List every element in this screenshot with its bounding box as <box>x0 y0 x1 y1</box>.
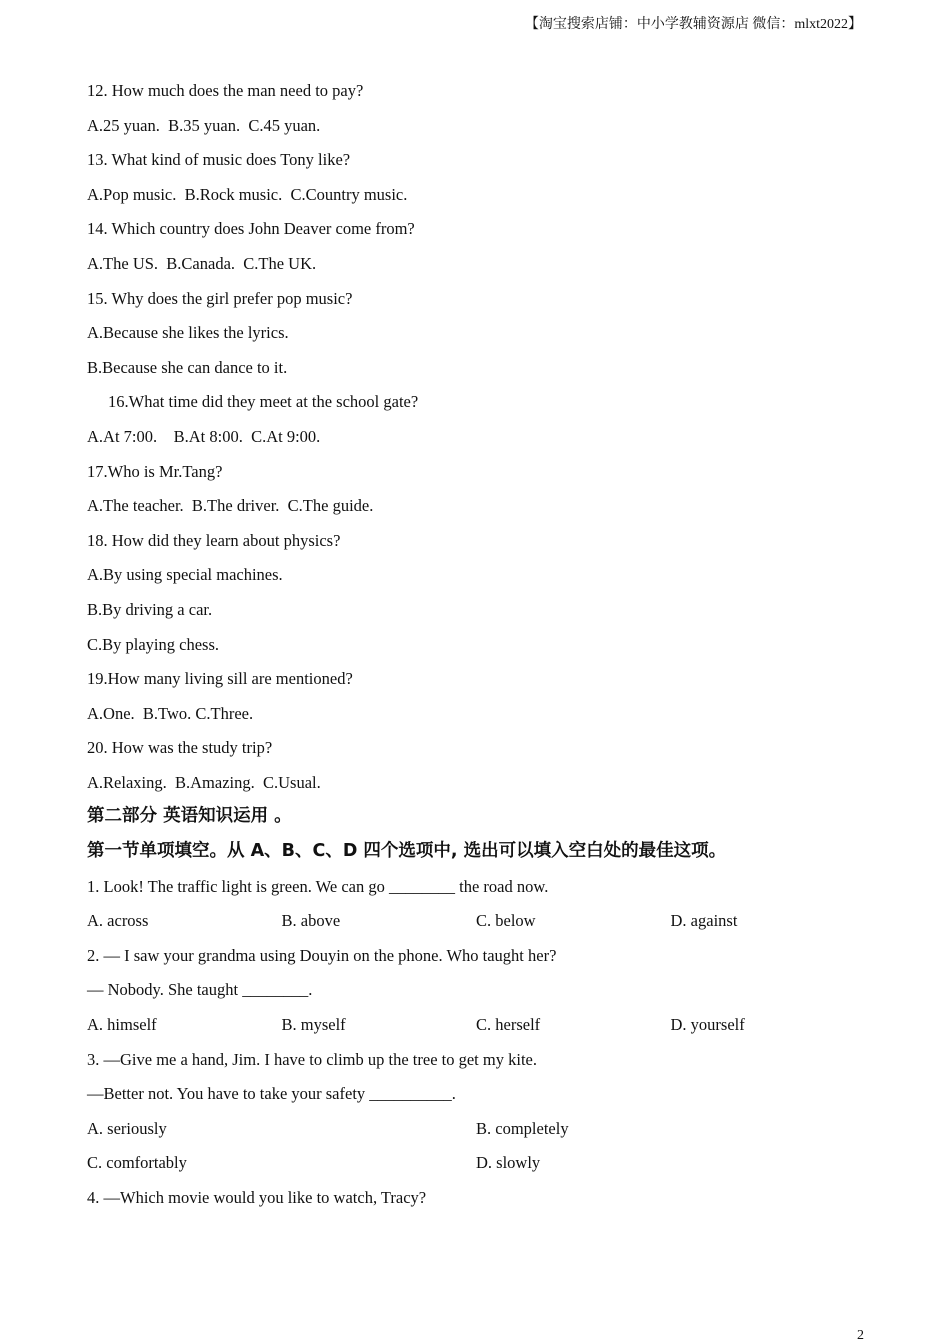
option-a: A. across <box>87 911 149 931</box>
question-19-options: A.One. B.Two. C.Three. <box>87 703 254 723</box>
question-14: 14. Which country does John Deaver come from? <box>87 219 415 239</box>
question-18-option-c: C.By playing chess. <box>87 634 219 654</box>
grammar-question-3-reply: —Better not. You have to take your safety __________. <box>87 1084 456 1104</box>
question-16: 16.What time did they meet at the school gate? <box>108 392 419 412</box>
question-13-options: A.Pop music. B.Rock music. C.Country music. <box>87 184 408 204</box>
option-b: B. completely <box>476 1118 569 1138</box>
grammar-question-2: 2. — I saw your grandma using Douyin on the phone. Who taught her? <box>87 945 557 965</box>
question-13: 13. What kind of music does Tony like? <box>87 150 351 170</box>
option-c: C. herself <box>476 1015 541 1035</box>
question-15: 15. Why does the girl prefer pop music? <box>87 288 353 308</box>
question-17-options: A.The teacher. B.The driver. C.The guide. <box>87 496 374 516</box>
grammar-question-3: 3. —Give me a hand, Jim. I have to climb up the tree to get my kite. <box>87 1049 537 1069</box>
question-12-options: A.25 yuan. B.35 yuan. C.45 yuan. <box>87 115 321 135</box>
option-d: D. against <box>670 911 738 931</box>
question-18-option-b: B.By driving a car. <box>87 599 213 619</box>
question-18: 18. How did they learn about physics? <box>87 530 341 550</box>
exam-page-content <box>87 79 867 1221</box>
question-20-options: A.Relaxing. B.Amazing. C.Usual. <box>87 772 321 792</box>
option-a: A. himself <box>87 1015 157 1035</box>
question-16-options: A.At 7:00. B.At 8:00. C.At 9:00. <box>87 426 321 446</box>
header-watermark-note: 【淘宝搜索店铺：中小学教辅资源店 微信：mlxt2022】 <box>524 17 862 32</box>
part-two-title: 第二部分 英语知识运用 。 <box>87 806 292 827</box>
question-19: 19.How many living sill are mentioned? <box>87 669 353 689</box>
question-20: 20. How was the study trip? <box>87 738 273 758</box>
section-one-instructions: 第一节单项填空。从 A、B、C、D 四个选项中, 选出可以填入空白处的最佳这项。 <box>87 841 727 862</box>
grammar-question-3-options-row-1 <box>87 1117 867 1152</box>
question-12: 12. How much does the man need to pay? <box>87 81 364 100</box>
option-c: C. comfortably <box>87 1153 187 1173</box>
grammar-question-1: 1. Look! The traffic light is green. We can go ________ the road now. <box>87 876 549 896</box>
grammar-question-2-reply: — Nobody. She taught ________. <box>87 980 313 1000</box>
grammar-question-3-options-row-2 <box>87 1151 867 1186</box>
page-number: 2 <box>857 1328 864 1343</box>
question-15-option-b: B.Because she can dance to it. <box>87 357 288 377</box>
option-c: C. below <box>476 911 536 931</box>
option-d: D. yourself <box>670 1015 745 1035</box>
option-d: D. slowly <box>476 1153 541 1173</box>
grammar-question-2-options <box>87 1013 867 1048</box>
option-b: B. above <box>281 911 341 931</box>
question-17: 17.Who is Mr.Tang? <box>87 461 223 481</box>
question-14-options: A.The US. B.Canada. C.The UK. <box>87 253 317 273</box>
question-15-option-a: A.Because she likes the lyrics. <box>87 323 289 343</box>
option-a: A. seriously <box>87 1118 167 1138</box>
grammar-question-4: 4. —Which movie would you like to watch, Tracy? <box>87 1188 427 1207</box>
grammar-question-1-options <box>87 909 867 944</box>
question-18-option-a: A.By using special machines. <box>87 565 283 585</box>
option-b: B. myself <box>281 1015 346 1035</box>
